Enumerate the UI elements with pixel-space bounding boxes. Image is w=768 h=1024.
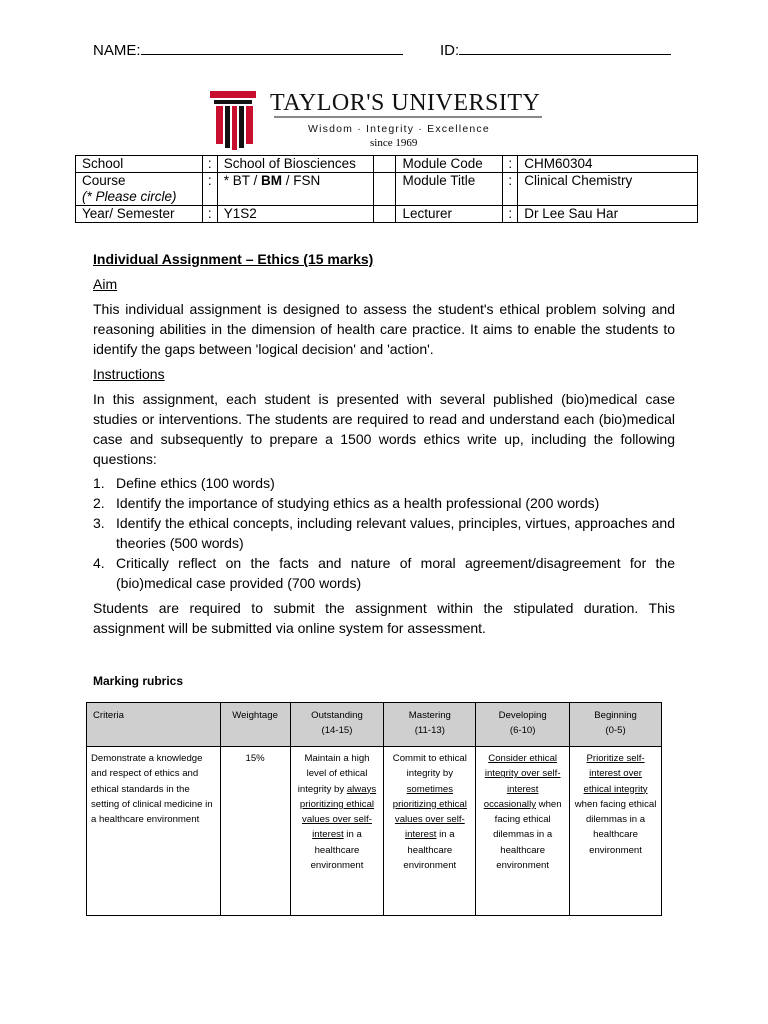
header-developing [476, 703, 570, 747]
header-weightage: Weightage [220, 703, 290, 747]
developing-underlined: Consider ethical integrity over self-interest occasionally [483, 753, 561, 810]
school-label: School [76, 156, 203, 173]
instructions-paragraph: In this assignment, each student is presented with several published (bio)medical case studies or interventions. The students are required to read and understand each (bio)medical case and subsequently to prepare a 1500 words ethics write up, including the following questions: [93, 391, 675, 467]
header-mastering-label: Mastering [408, 710, 451, 721]
taylors-university-logo [208, 88, 553, 152]
header-outstanding-range: (14-15) [321, 725, 353, 737]
colon: : [202, 206, 217, 223]
header-criteria: Criteria [87, 703, 221, 747]
beginning-underlined: Prioritize self-interest over ethical integrity [583, 753, 648, 795]
beginning-text-end: when facing ethical dilemmas in a healthcare environment [574, 798, 657, 856]
assignment-title [93, 250, 373, 268]
school-value: School of Biosciences [217, 156, 373, 173]
course-option-bm[interactable]: BM [261, 173, 283, 188]
rubric-header-row [87, 703, 662, 747]
assignment-title-text: Individual Assignment – Ethics (15 marks) [93, 251, 374, 267]
colon: : [202, 173, 217, 206]
course-option-fsn[interactable]: / FSN [282, 173, 321, 188]
id-field[interactable] [440, 42, 671, 59]
logo-title: TAYLOR'S UNIVERSITY [270, 90, 541, 116]
course-info-table [75, 155, 698, 223]
blank-cell [373, 173, 396, 206]
lecturer-label: Lecturer [396, 206, 503, 223]
header-outstanding [290, 703, 384, 747]
colon: : [503, 206, 518, 223]
module-title-label: Module Title [396, 173, 503, 206]
header-beginning-label: Beginning [594, 710, 637, 721]
mastering-cell [384, 747, 476, 916]
header-developing-range: (6-10) [509, 725, 536, 737]
logo-since: since 1969 [370, 137, 418, 149]
outstanding-text-end: in a healthcare environment [310, 829, 364, 872]
mastering-text: Commit to ethical integrity by [392, 753, 467, 780]
info-row-school [76, 156, 698, 173]
instructions-heading: Instructions [93, 366, 165, 382]
name-field[interactable] [93, 42, 403, 59]
crest-icon [210, 91, 256, 150]
module-code-label: Module Code [396, 156, 503, 173]
question-text: Identify the importance of studying ethics as a health professional (200 words) [116, 495, 600, 511]
id-line[interactable] [459, 54, 671, 55]
year-value: Y1S2 [217, 206, 373, 223]
aim-paragraph: This individual assignment is designed to assess the student's ethical problem solving and reasoning abilities in the dimension of health care practice. It aims to enable the students to identify the gaps between 'logical decision' and 'action'. [93, 301, 675, 357]
id-label: ID: [440, 42, 460, 59]
info-row-course [76, 173, 698, 206]
outstanding-text: Maintain a high level of ethical integrity by [297, 753, 370, 795]
header-mastering-range: (11-13) [414, 725, 445, 737]
module-title-value: Clinical Chemistry [518, 173, 698, 206]
rubric-row [87, 747, 662, 916]
colon: : [202, 156, 217, 173]
question-number: 4. [93, 555, 105, 571]
course-note: (* Please circle) [82, 189, 177, 204]
question-item [93, 553, 675, 593]
blank-cell [373, 206, 396, 223]
question-text: Critically reflect on the facts and nature of moral agreement/disagreement for the (bio)medical case provided (700 words) [116, 555, 675, 591]
mastering-underlined: sometimes prioritizing ethical values over self-interest [392, 783, 467, 841]
aim-heading: Aim [93, 276, 118, 292]
header-outstanding-label: Outstanding [311, 710, 363, 721]
header-beginning [570, 703, 662, 747]
question-number: 2. [93, 495, 105, 511]
question-item [93, 513, 675, 553]
rubric-title: Marking rubrics [93, 674, 184, 688]
header-mastering [384, 703, 476, 747]
outstanding-cell [290, 747, 384, 916]
outstanding-underlined: always prioritizing ethical values over self-interest [299, 783, 377, 841]
colon: : [503, 173, 518, 206]
question-list [93, 473, 675, 593]
marking-rubric-table [86, 702, 662, 916]
question-text: Define ethics (100 words) [116, 475, 275, 491]
question-number: 3. [93, 515, 105, 531]
developing-cell [476, 747, 570, 916]
year-label: Year/ Semester [76, 206, 203, 223]
developing-text-end: when facing ethical dilemmas in a healthcare environment [493, 798, 562, 872]
blank-cell [373, 156, 396, 173]
course-options[interactable] [217, 173, 373, 206]
lecturer-value: Dr Lee Sau Har [518, 206, 698, 223]
info-row-year [76, 206, 698, 223]
colon: : [503, 156, 518, 173]
submission-paragraph: Students are required to submit the assignment within the stipulated duration. This assignment will be submitted via online system for assessment. [93, 600, 675, 636]
beginning-cell [570, 747, 662, 916]
course-label: Course [82, 173, 126, 188]
header-beginning-range: (0-5) [605, 725, 626, 737]
name-label: NAME: [93, 42, 141, 59]
mastering-text-end: in a healthcare environment [403, 829, 457, 872]
question-item [93, 493, 675, 513]
criteria-cell: Demonstrate a knowledge and respect of ethics and ethical standards in the setting of clinical medicine in a healthcare environment [87, 747, 221, 916]
name-line[interactable] [141, 54, 403, 55]
header-developing-label: Developing [498, 710, 547, 721]
question-item [93, 473, 675, 493]
course-label-cell [76, 173, 203, 206]
module-code-value: CHM60304 [518, 156, 698, 173]
question-text: Identify the ethical concepts, including relevant values, principles, virtues, approaches and theories (500 words) [116, 515, 675, 551]
weightage-cell: 15% [220, 747, 290, 916]
logo-motto: Wisdom · Integrity · Excellence [308, 123, 490, 135]
question-number: 1. [93, 475, 105, 491]
course-option-bt[interactable]: * BT / [223, 173, 262, 188]
